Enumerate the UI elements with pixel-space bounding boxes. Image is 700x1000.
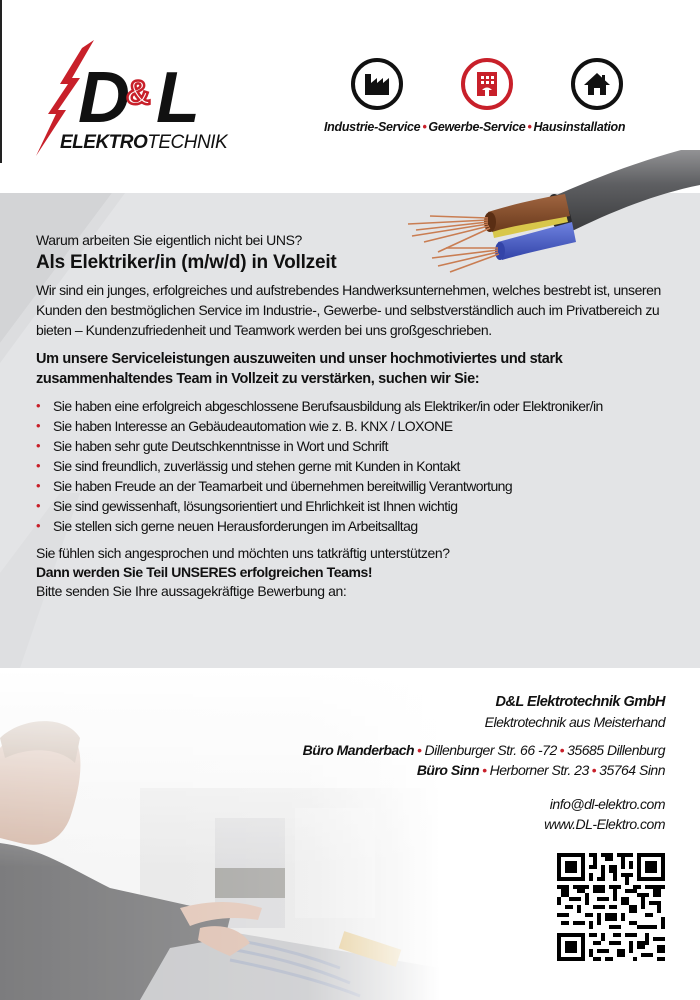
qr-code[interactable]: [557, 853, 665, 961]
bullet-icon: •: [36, 398, 41, 413]
office-city: 35764 Sinn: [599, 762, 665, 778]
service-label-industry: Industrie-Service: [324, 120, 421, 134]
requirements-lead: Um unsere Serviceleistungen auszuweiten und unser hochmotiviertes und stark zusammenhaltendes Team in Vollzeit zu verstärken, suchen wir Sie:: [36, 351, 563, 387]
office-building-icon: [475, 71, 499, 97]
closing-line-2: Dann werden Sie Teil UNSERES erfolgreichen Teams!: [36, 564, 373, 580]
company-tagline: Elektrotechnik aus Meisterhand: [484, 714, 665, 730]
email-link[interactable]: info@dl-elektro.com: [549, 796, 665, 812]
separator-dot: •: [417, 742, 422, 758]
bullet-icon: •: [36, 478, 41, 493]
requirement-item: • Sie haben eine erfolgreich abgeschlossene Berufsausbildung als Elektriker/in oder Elektroniker/in: [36, 398, 603, 414]
company-description: Wir sind ein junges, erfolgreiches und aufstrebendes Handwerksunternehmen, welches bestrebt ist, unseren Kunden den bestmöglichen Service im Industrie-, Gewerbe- und selbstverständlich auch im Privatbereich zu bieten – Kundenzufriedenheit und Teamwork werden bei uns großgeschrieben.: [36, 282, 661, 338]
office-manderbach: Büro Manderbach • Dillenburger Str. 66 -72 • 35685 Dillenburg: [302, 742, 665, 758]
requirement-item: • Sie haben Interesse an Gebäudeautomation wie z. B. KNX / LOXONE: [36, 418, 453, 434]
logo-brand-l: L: [156, 58, 200, 138]
separator-dot: •: [527, 120, 532, 134]
closing-text: [36, 544, 676, 601]
company-name: D&L Elektrotechnik GmbH: [495, 694, 665, 710]
factory-icon: [364, 72, 390, 96]
web-contacts: [303, 794, 665, 834]
bullet-icon: •: [36, 438, 41, 453]
logo-ampersand: &: [126, 74, 151, 112]
logo-brand-d: D: [78, 58, 126, 138]
separator-dot: •: [422, 120, 427, 134]
office-street: Dillenburger Str. 66 -72: [424, 742, 557, 758]
closing-line-1: Sie fühlen sich angesprochen und möchten uns tatkräftig unterstützen?: [36, 545, 450, 561]
logo-subtitle: ELEKTROTECHNIK: [60, 132, 228, 153]
requirements-list: [36, 396, 676, 536]
office-list: [303, 740, 665, 780]
service-business: [461, 58, 513, 110]
job-ad-content: [36, 232, 676, 601]
bullet-icon: •: [36, 418, 41, 433]
closing-line-3: Bitte senden Sie Ihre aussagekräftige Bewerbung an:: [36, 583, 347, 599]
job-title: Als Elektriker/in (m/w/d) in Vollzeit: [36, 252, 337, 273]
bullet-icon: •: [36, 518, 41, 533]
left-edge-line: [0, 0, 2, 163]
separator-dot: •: [482, 762, 487, 778]
company-logo: [32, 38, 232, 158]
website-link[interactable]: www.DL-Elektro.com: [544, 816, 665, 832]
requirement-item: • Sie haben Freude an der Teamarbeit und übernehmen bereitwillig Verantwortung: [36, 478, 513, 494]
requirement-item: • Sie haben sehr gute Deutschkenntnisse in Wort und Schrift: [36, 438, 388, 454]
service-label-business: Gewerbe-Service: [428, 120, 526, 134]
service-labels: [324, 120, 625, 134]
bullet-icon: •: [36, 458, 41, 473]
services-strip: [318, 58, 658, 134]
service-home: [571, 58, 623, 110]
office-city: 35685 Dillenburg: [567, 742, 665, 758]
separator-dot: •: [559, 742, 565, 758]
service-industry: [351, 58, 403, 110]
requirement-item: • Sie stellen sich gerne neuen Herausforderungen im Arbeitsalltag: [36, 518, 418, 534]
office-street: Herborner Str. 23: [489, 762, 589, 778]
intro-question: Warum arbeiten Sie eigentlich nicht bei UNS?: [36, 232, 302, 248]
contact-block: [303, 692, 665, 834]
requirement-item: • Sie sind freundlich, zuverlässig und stehen gerne mit Kunden in Kontakt: [36, 458, 460, 474]
service-label-home: Hausinstallation: [533, 120, 626, 134]
house-icon: [583, 72, 611, 96]
bullet-icon: •: [36, 498, 41, 513]
requirement-item: • Sie sind gewissenhaft, lösungsorientiert und Ehrlichkeit ist Ihnen wichtig: [36, 498, 458, 514]
office-sinn: Büro Sinn • Herborner Str. 23 • 35764 Sinn: [416, 762, 665, 778]
separator-dot: •: [591, 762, 597, 778]
